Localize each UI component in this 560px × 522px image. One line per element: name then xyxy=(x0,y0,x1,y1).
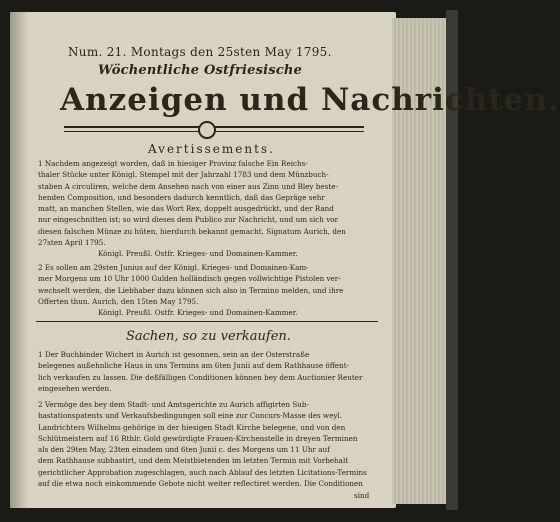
text-line: 27sten April 1795. xyxy=(38,238,106,248)
section-divider xyxy=(36,321,378,322)
catchword: sind xyxy=(354,491,370,500)
sale-notice-2 xyxy=(38,399,367,489)
text-line: eingesehen werden. xyxy=(38,383,112,393)
newspaper-subtitle: Wöchentliche Ostfriesische xyxy=(98,63,303,78)
text-line: matt, an manchen Stellen, wie das Wort Rex, doppelt ausgedrückt, und der Rand xyxy=(38,204,334,214)
advertisements-heading: Avertissements. xyxy=(148,142,275,156)
text-line: gerichtlicher Approbation zugeschlagen, auch nach Ablauf des letzten Licitations-Termins xyxy=(38,467,367,477)
text-line: mer Morgens um 10 Uhr 1000 Gulden holländisch gegen vollwichtige Pistolen ver- xyxy=(38,274,341,284)
text-line: als den 29ten May, 23ten einsdem und 6ten Junii c. des Morgens um 11 Uhr auf xyxy=(38,445,330,455)
text-line: hastationspatents und Verkaufsbedingungen soll eine zur Concurs-Masse des weyl. xyxy=(38,411,342,421)
text-line: lich verkaufen zu lassen. Die deßfälligen Conditionen können bey dem Auctionier Reuter xyxy=(38,372,363,382)
rule-ornament xyxy=(198,121,216,139)
text-line: henden Composition, und besonders dadurch kenntlich, daß das Gepräge sehr xyxy=(38,192,325,202)
text-line: staben A circuliren, welche dem Ansehen nach von einer aus Zinn und Bley beste- xyxy=(38,181,338,191)
text-line: Landrichters Wilhelms gehörige in der hiesigen Stadt Kirche belegene, und von den xyxy=(38,422,346,432)
signature-line: Königl. Preußl. Ostfr. Krieges- und Domainen-Kammer. xyxy=(98,249,298,258)
text-line: thaler Stücke unter Königl. Stempel mit der Jahrzahl 1783 und dem Münzbuch- xyxy=(38,170,329,180)
text-line: wechselt werden, die Liebhaber dazu können sich also in Termino melden, und ihre xyxy=(38,285,344,295)
advertisement-1 xyxy=(38,158,346,248)
text-line: diesen falschen Münze zu hüten, hierdurch bekannt gemacht. Signatum Aurich, den xyxy=(38,226,346,236)
text-line: 2 Vermöge des bey dem Stadt- und Amtsgerichte zu Aurich affigirten Sub- xyxy=(38,400,309,409)
sales-heading: Sachen, so zu verkaufen. xyxy=(126,329,291,344)
signature-line: Königl. Preußl. Ostfr. Krieges- und Domainen-Kammer. xyxy=(98,308,298,317)
advertisement-2 xyxy=(38,262,343,307)
text-line: belegenes außehnliche Haus in uns Termins am 6ten Junii auf dem Rathhause öffent- xyxy=(38,361,350,371)
text-line: Offerten thun. Aurich, den 15ten May 1795. xyxy=(38,296,199,306)
sale-notice-1 xyxy=(38,349,362,394)
text-line: Schlütmeistern auf 16 Rthlr. Gold gewürdigte Frauen-Kirchenstelle in dreyen Terminen xyxy=(38,433,358,443)
text-line: dem Rathhause subhastirt, und dem Meistbietenden im letzten Termin mit Vorbehalt xyxy=(38,456,349,466)
text-line: 2 Es sollen am 29sten Junius auf der Königl. Krieges- und Domainen-Kam- xyxy=(38,263,309,272)
text-line: auf die etwa noch einkommende Gebote nicht weiter reflectiret werden. Die Conditionen xyxy=(38,479,363,489)
text-line: nur eingeschnitten ist; so wird dieses dem Publico zur Nachricht, und um sich vor xyxy=(38,215,339,225)
text-line: 1 Der Buchbinder Wichert in Aurich ist gesonnen, sein an der Osterstraße xyxy=(38,350,310,359)
newspaper-title: Anzeigen und Nachrichten. xyxy=(60,82,560,118)
text-line: 1 Nachdem angezeigt worden, daß in hiesiger Provinz falsche Ein Reichs- xyxy=(38,159,308,168)
page-gutter-shadow xyxy=(10,12,28,508)
issue-line: Num. 21. Montags den 25sten May 1795. xyxy=(68,45,332,59)
